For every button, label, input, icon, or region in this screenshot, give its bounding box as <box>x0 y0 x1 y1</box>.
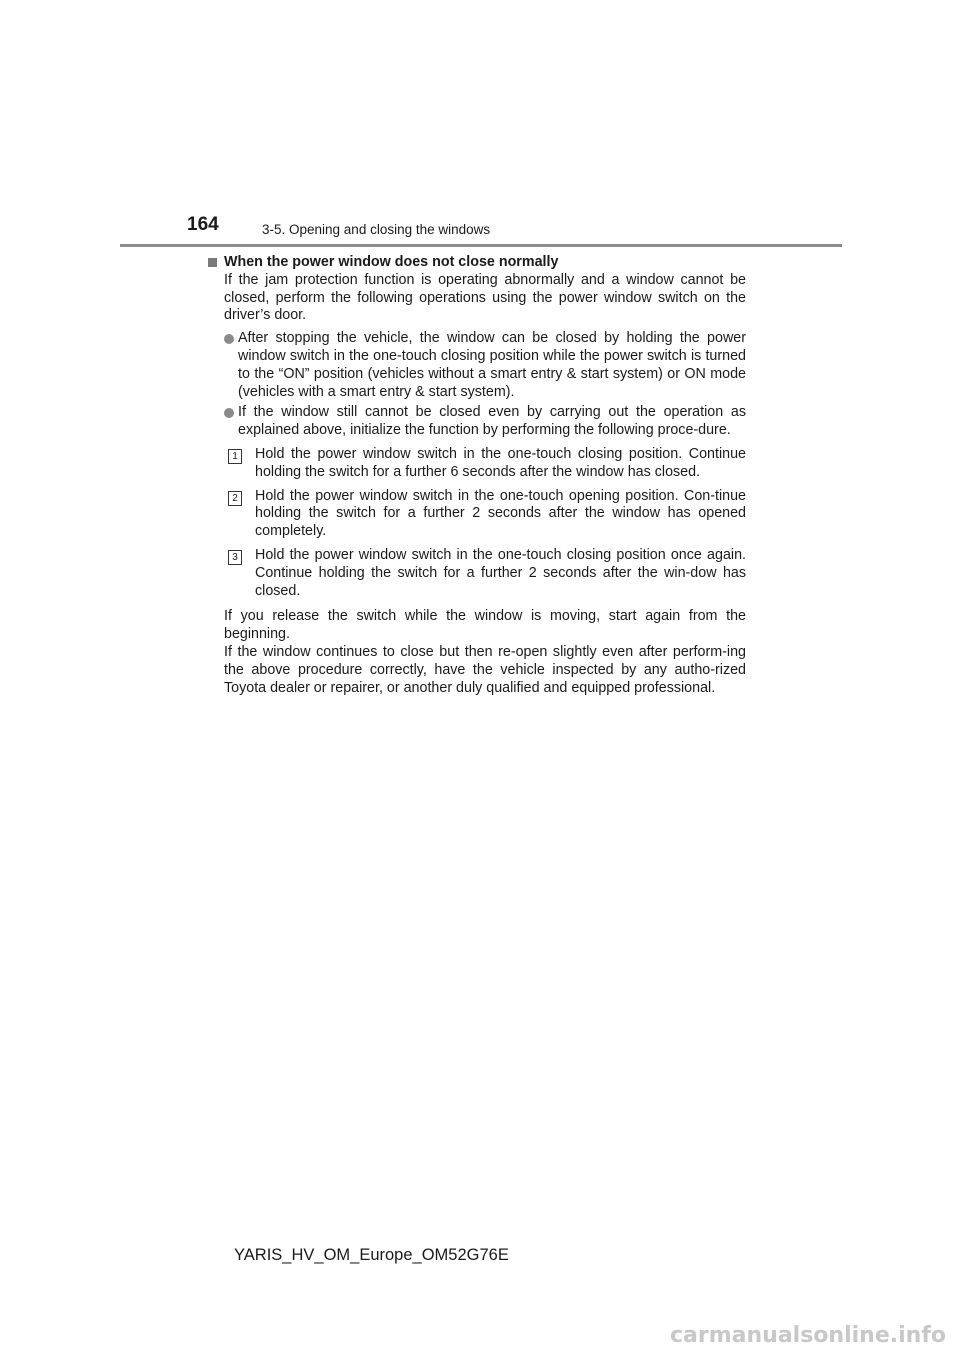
closing-paragraph: If you release the switch while the window is moving, start again from the beginning. <box>224 608 746 643</box>
heading-text: When the power window does not close normally <box>224 254 559 270</box>
section-heading <box>208 254 746 272</box>
bullet-text: After stopping the vehicle, the window can be closed by holding the power window switch in the one-touch closing position while the power switch is turned to the “ON” position (vehicles without a smart entry & start system) or ON mode (vehicles with a smart entry & start system). <box>238 330 746 400</box>
circle-bullet-icon <box>224 408 234 418</box>
section-title: 3-5. Opening and closing the windows <box>262 222 491 237</box>
watermark: carmanualsonline.info <box>670 1323 946 1348</box>
page-number: 164 <box>187 214 219 235</box>
bullet-item <box>224 404 746 440</box>
step-item <box>228 547 746 600</box>
footer-doc-id: YARIS_HV_OM_Europe_OM52G76E <box>234 1246 509 1264</box>
circle-bullet-icon <box>224 334 234 344</box>
header-rule <box>120 244 842 247</box>
intro-paragraph: If the jam protection function is operating abnormally and a window cannot be closed, perform the following operations using the power window switch on the driver’s door. <box>224 271 746 324</box>
step-item <box>228 488 746 541</box>
square-bullet-icon <box>208 258 217 267</box>
step-text: Hold the power window switch in the one-touch closing position. Continue holding the switch for a further 6 seconds after the window has closed. <box>255 445 746 480</box>
step-number-box: 1 <box>228 449 242 464</box>
bullet-item <box>224 330 746 401</box>
closing-paragraph: If the window continues to close but then re-open slightly even after perform-ing the above procedure correctly, have the vehicle inspected by any autho-rized Toyota dealer or repairer, or another duly qualified and equipped professional. <box>224 643 746 696</box>
step-number-box: 2 <box>228 491 242 506</box>
step-item <box>228 446 746 482</box>
step-number-box: 3 <box>228 550 242 565</box>
bullet-text: If the window still cannot be closed even by carrying out the operation as explained above, initialize the function by performing the following proce-dure. <box>238 404 746 439</box>
page-content <box>208 254 746 697</box>
step-text: Hold the power window switch in the one-touch closing position once again. Continue holding the switch for a further 2 seconds after the win-dow has closed. <box>255 546 746 599</box>
step-text: Hold the power window switch in the one-touch opening position. Con-tinue holding the switch for a further 2 seconds after the window has opened completely. <box>255 487 746 540</box>
